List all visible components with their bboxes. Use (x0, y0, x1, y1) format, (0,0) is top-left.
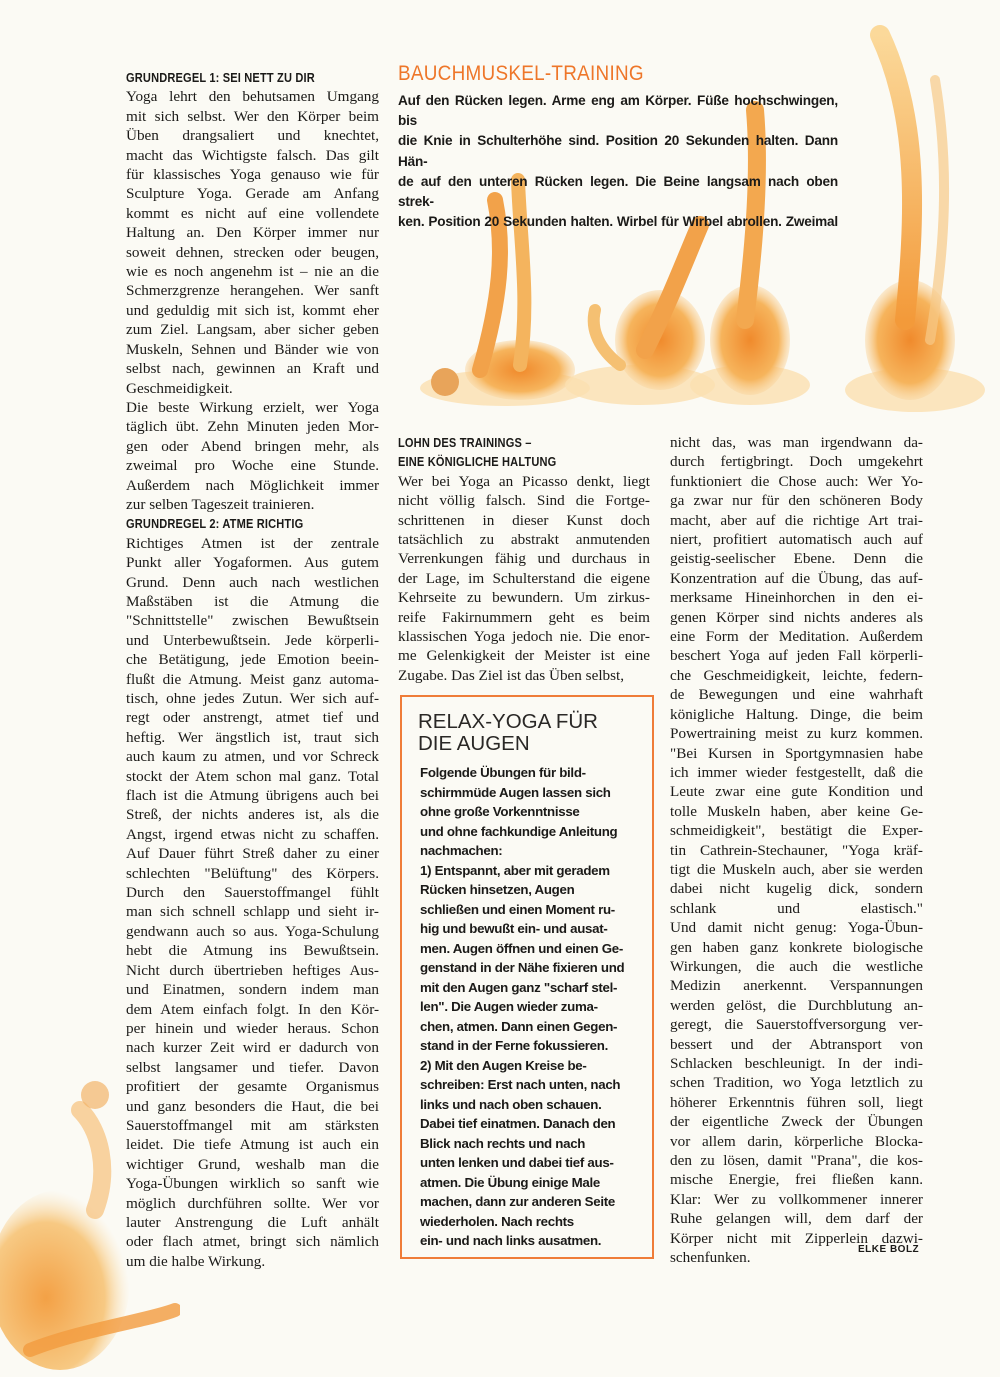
text-line: und ohne fachkundige Anleitung (420, 823, 618, 839)
text-line: Schlacken beschleunigt. In der indi- (670, 1055, 923, 1072)
text-line: Medizin anerkennt. Verspannungen (670, 977, 923, 995)
text-line: nicht völlig falsch. Sind die Fortge- (398, 492, 650, 510)
rule1-paragraph-1 (126, 87, 379, 398)
exercise-instructions (398, 91, 838, 232)
text-line: genstand in der Nähe fixieren und (420, 960, 625, 975)
text-line: flach ist die Atmung übrigens auch bei (126, 787, 379, 805)
text-line: 1) Entspannt, aber mit geradem (420, 862, 610, 878)
text-line: stockt der Atem schon mal ganz. Total (126, 767, 379, 785)
text-line: machen, dann zur anderen Seite (420, 1194, 615, 1209)
text-line: Streß, der nichts anderes ist, als die (126, 806, 379, 824)
text-line: und Unterbewußtsein. Jede körperli- (126, 631, 379, 649)
text-line: "Schnittstelle" zwischen Bewußtsein (126, 612, 379, 630)
text-line: Muskeln, Sehnen und Bänder wie von (126, 340, 379, 358)
text-line: Zugabe. Das Ziel ist das Üben selbst, (398, 666, 625, 684)
text-line: Maßstäben ist die Atmung die (126, 592, 379, 610)
text-line: Die beste Wirkung erzielt, wer Yoga (126, 398, 379, 416)
rule2-paragraph (126, 534, 379, 1271)
column-3-paragraph (670, 433, 923, 1267)
text-line: mische Energie, frei fließen kann. (670, 1171, 923, 1189)
text-line: nach kurzer Zeit wird er dadurch von (126, 1039, 379, 1057)
text-line: leidet. Die tiefe Atmung ist auch ein (126, 1136, 379, 1154)
rule1-heading: GRUNDREGEL 1: SEI NETT ZU DIR (126, 70, 315, 85)
text-line: unten lenken und dabei tief aus- (420, 1155, 614, 1170)
text-line: hig und bewußt ein- und ausat- (420, 921, 608, 936)
text-line: len". Die Augen wieder zuma- (420, 999, 598, 1014)
text-line: ein- und nach links ausatmen. (420, 1233, 602, 1248)
text-line: kommt es nicht auf eine vollendete (126, 204, 379, 222)
text-line: che Geschmeidigkeit, leichte, federn- (670, 666, 923, 684)
text-line: Richtiges Atmen ist der zentrale (126, 534, 379, 552)
column-1 (126, 68, 379, 1271)
text-line: täglich übt. Zehn Minuten jeden Mor- (126, 418, 379, 436)
relax-yoga-box (400, 695, 654, 1259)
text-line: hebt die Atmung ins Bewußtsein. (126, 942, 379, 960)
text-line: Sculpture Yoga. Gerade am Anfang (126, 185, 379, 203)
column-2 (398, 433, 650, 685)
text-line: Haltung an. Den Körper immer nur (126, 224, 379, 242)
text-line: Klar: Wer zu vollkommener innerer (670, 1190, 923, 1208)
text-line: zur selben Tageszeit trainieren. (126, 495, 315, 513)
text-line: Leute zwar eine gute Kondition und (670, 783, 923, 801)
text-line: bessert und der Abtransport von (670, 1035, 923, 1053)
text-line: und geduldig mit sich ist, kommt eher (126, 301, 379, 319)
text-line: Üben drangsaliert und knechtet, (126, 127, 379, 145)
text-line: auch kaum zu atmen, und vor Schreck (126, 748, 379, 766)
text-line: Blick nach rechts und nach (420, 1135, 586, 1151)
text-line: mit den Augen ganz "scharf stel- (420, 979, 618, 995)
text-line: Powertraining meist zu kurz kommen. (670, 725, 923, 743)
text-line: werden gelöst, die Durchblutung an- (670, 996, 923, 1014)
text-line: Nicht durch übertrieben heftiges Aus- (126, 961, 379, 979)
text-line: macht das Wichtigste falsch. Das gilt (126, 146, 379, 164)
text-line: regt oder anstrengt, atmet tief und (126, 709, 379, 727)
text-line: Außerdem nach Möglichkeit immer (126, 476, 379, 494)
text-line: mit sich selbst. Wer den Körper beim (126, 107, 379, 125)
text-line: me Gelenkigkeit der Meister ist eine (398, 647, 650, 665)
text-line: höherer Erkenntnis führen soll, liegt (670, 1093, 923, 1111)
text-line: schrittenen in dieser Kunst doch (398, 511, 650, 529)
text-line: Körper nicht mit Zipperlein dazwi- (670, 1229, 923, 1247)
text-line: klassischen Yoga jedoch nie. Die enor- (398, 628, 650, 646)
text-line: geregt, die Sauerstoffversorgung ver- (670, 1016, 923, 1034)
text-line: links und nach oben schauen. (420, 1096, 602, 1112)
text-line: soweit dehnen, strecken oder beugen, (126, 243, 379, 261)
text-line: man sich schnell schlapp und sieht ir- (126, 903, 379, 921)
text-line: gen haben ganz konkrete biologische (670, 938, 923, 956)
text-line: flußt die Atmung. Meist ganz automa- (126, 670, 379, 688)
text-line: schirmmüde Augen lassen sich (420, 784, 611, 800)
text-line: oder flach atmet, bringt sich nämlich (126, 1233, 379, 1251)
text-line: che Betätigung, jede Emotion beein- (126, 651, 379, 669)
text-line: Geschmeidigkeit. (126, 379, 233, 397)
text-line: tin Cathrein-Stechauner, "Yoga kräf- (670, 841, 923, 859)
text-line: tigt die Muskeln auch, aber sie werden (670, 860, 923, 878)
text-line: ich immer wieder festgestellt, daß die (670, 763, 923, 781)
text-line: chen, atmen. Dann einen Gegen- (420, 1018, 618, 1034)
text-line: heftig. Wer ängstlich ist, traut sich (126, 728, 379, 746)
text-line: Angst, irgend etwas nicht zu schaffen. (126, 825, 379, 843)
text-line: ohne große Vorkenntnisse (420, 804, 580, 819)
text-line: Dabei tief einatmen. Danach den (420, 1116, 616, 1131)
text-line: schlechten "Belüftung" des Körpers. (126, 864, 379, 882)
box-title-line-2: DIE AUGEN (418, 732, 530, 755)
text-line: ken. Position 20 Sekunden halten. Wirbel für Wirbel abrollen. Zweimal (398, 214, 838, 230)
text-line: Schmerzgrenze herangehen. Wer sanft (126, 282, 379, 300)
text-line: dem Atem einfach folgt. In den Kör- (126, 1000, 379, 1018)
text-line: wiederholen. Nach rechts (420, 1213, 574, 1229)
column-3 (670, 433, 923, 1267)
text-line: Folgende Übungen für bild- (420, 765, 586, 780)
text-line: Konzentration auf die Übung, das auf- (670, 569, 923, 587)
rule1-paragraph-2 (126, 398, 379, 514)
text-line: genen Körper sind nichts anderes als (670, 608, 923, 626)
text-line: zweimal pro Woche eine Stunde. (126, 457, 379, 475)
text-line: tisch, ohne jedes Zutun. Wer sich auf- (126, 690, 379, 707)
text-line: ga zwar nur für den schöneren Body (670, 492, 923, 510)
yoga-pose-2 (565, 225, 715, 405)
text-line: per hinein und wieder heraus. Schon (126, 1019, 379, 1037)
text-line: die Knie in Schulterhöhe sind. Position 20 Sekunden halten. Dann Hän- (398, 133, 838, 169)
text-line: schließen und einen Moment ru- (420, 901, 615, 917)
text-line: gen oder Abend bringen mehr, als (126, 437, 379, 455)
text-line: merksame Hineinhorchen in den ei- (670, 589, 923, 607)
text-line: der eigentliche Zweck der Übungen (670, 1113, 923, 1131)
text-line: schenfunken. (670, 1249, 751, 1267)
text-line: Verrenkungen fähig und durchaus in (398, 550, 650, 568)
text-line: schlank und elastisch." (670, 899, 923, 917)
text-line: für klassisches Yoga genauso wie für (126, 166, 379, 184)
text-line: Sauerstoffmangel mit am stärksten (126, 1116, 379, 1134)
text-line: möglich durchführen sollte. Wer vor (126, 1194, 379, 1212)
text-line: zum Ziel. Langsam, aber sicher geben (126, 321, 379, 339)
text-line: nachmachen: (420, 843, 503, 858)
text-line: Auf Dauer führt Streß daher zu einer (126, 845, 379, 863)
text-line: schreiben: Erst nach unten, nach (420, 1077, 621, 1092)
text-line: tatsächlich zu abstrakt anmutenden (398, 531, 650, 549)
text-line: Und damit nicht genug: Yoga-Übun- (670, 919, 923, 937)
text-line: Punkt aller Yogaformen. Aus gutem (126, 554, 379, 572)
reward-heading-line-1: LOHN DES TRAININGS – (398, 435, 532, 450)
rule2-heading: GRUNDREGEL 2: ATME RICHTIG (126, 516, 304, 532)
text-line: wichtiger Grund, weshalb man die (126, 1155, 379, 1173)
text-line: lauter Anstrengung die Luft anhält (126, 1213, 379, 1231)
text-line: wie es noch angenehm ist – nie an die (126, 263, 379, 281)
yoga-pose-4 (845, 35, 985, 412)
text-line: Kehrseite zu bewundern. Um zirkus- (398, 589, 650, 607)
text-line: niert, profitiert automatisch auch auf (670, 531, 923, 549)
text-line: der Lage, im Schulterstand die eigene (398, 569, 650, 587)
text-line: Yoga-Übungen wirklich so sanft wie (126, 1175, 379, 1193)
text-line: 2) Mit den Augen Kreise be- (420, 1057, 587, 1073)
text-line: Durch den Sauerstoffmangel fühlt (126, 884, 379, 902)
box-title (418, 711, 598, 755)
text-line: stand in der Ferne fokussieren. (420, 1038, 608, 1053)
text-line: selbst langsamer und tiefer. Davon (126, 1058, 379, 1076)
text-line: de Bewegungen und eine wahrhaft (670, 686, 923, 704)
text-line: profitiert der gesamte Organismus (126, 1078, 379, 1096)
text-line: geistig-seelischer Ebene. Denn die (670, 550, 923, 568)
text-line: macht, aber auf die richtige Art trai- (670, 511, 923, 529)
text-line: Wirkungen, die auch die westliche (670, 957, 923, 975)
text-line: Wer bei Yoga an Picasso denkt, liegt (398, 472, 650, 490)
text-line: beschert Yoga auf jeden Fall körperli- (670, 647, 923, 665)
text-line: vor allem darin, körperliche Blocka- (670, 1132, 923, 1150)
text-line: tolle Muskeln haben, aber keine Ge- (670, 802, 923, 820)
text-line: durch fertigbringt. Doch umgekehrt (670, 453, 923, 471)
text-line: men. Augen öffnen und einen Ge- (420, 940, 623, 956)
text-line: Yoga lehrt den behutsamen Umgang (126, 88, 379, 106)
text-line: gendwann auch so aus. Yoga-Schulung (126, 922, 379, 940)
text-line: selbst nach, gewinnen an Kraft und (126, 360, 379, 378)
text-line: schen Tradition, wo Yoga letztlich zu (670, 1074, 923, 1092)
exercise-title: BAUCHMUSKEL-TRAINING (398, 62, 644, 85)
text-line: Rücken hinsetzen, Augen (420, 882, 575, 897)
text-line: dabei nicht kugelig dick, sondern (670, 880, 923, 898)
reward-heading-line-2: EINE KÖNIGLICHE HALTUNG (398, 454, 557, 470)
text-line: eine Form der Meditation. Außerdem (670, 628, 923, 646)
text-line: reife Fakirnummern geht es beim (398, 608, 650, 626)
text-line: "Bei Kursen in Sportgymnasien habe (670, 744, 923, 762)
text-line: schmeidigkeit", bestätigt die Exper- (670, 822, 923, 840)
text-line: de auf den unteren Rücken legen. Die Beine langsam nach oben strek- (398, 173, 838, 210)
text-line: und Einatmen, sondern indem man (126, 981, 379, 999)
reward-paragraph (398, 472, 650, 685)
text-line: den zu lösen, damit "Prana", die kos- (670, 1152, 923, 1170)
text-line: Ruhe gelangen will, dem darf der (670, 1210, 923, 1228)
text-line: nicht das, was man irgendwann da- (670, 434, 923, 451)
text-line: atmen. Die Übung einige Male (420, 1174, 601, 1190)
text-line: königliche Haltung. Dinge, die beim (670, 705, 923, 723)
text-line: um die halbe Wirkung. (126, 1252, 266, 1270)
box-body (420, 763, 638, 1251)
text-line: Auf den Rücken legen. Arme eng am Körper. Füße hochschwingen, bis (398, 93, 838, 129)
text-line: funktioniert die Chose auch: Wer Yo- (670, 472, 923, 490)
author-credit: ELKE BOLZ (858, 1244, 920, 1255)
text-line: und ganz besonders die Haut, die bei (126, 1097, 379, 1115)
text-line: Grund. Denn auch nach westlichen (126, 573, 379, 591)
box-title-line-1: RELAX-YOGA FÜR (418, 710, 598, 733)
